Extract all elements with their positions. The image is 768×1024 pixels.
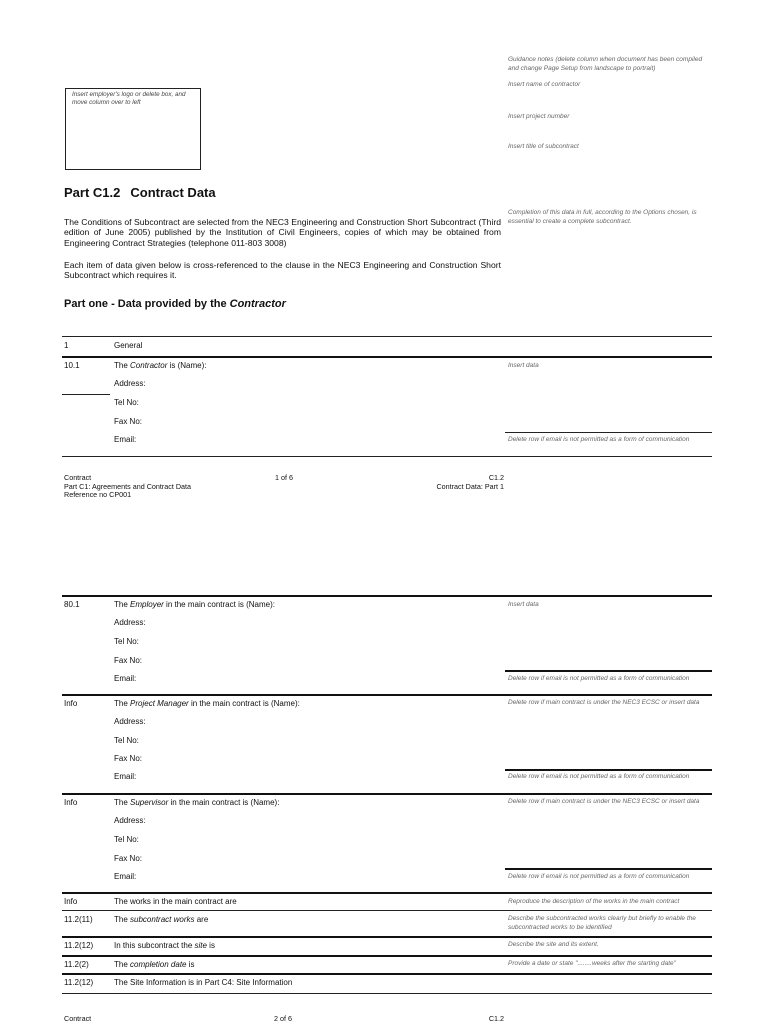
row-rule (62, 973, 712, 975)
label-suffix: in the main contract is (Name): (188, 699, 300, 708)
intro-paragraph-1: The Conditions of Subcontract are selected from the NEC3 Engineering and Construction Short Subcontract (Third edition of June 2005) published by the Institution of Civil Engineers, copies of which may be obtained from Engineering Contract Strategies (telephone 011-803 3008) (64, 217, 501, 248)
label-role: Contractor (130, 361, 168, 370)
row-text-end: is (186, 960, 195, 969)
row-term: subcontract works (130, 915, 195, 924)
pm-name-label (114, 699, 300, 708)
guide-subcontract-title: Insert title of subcontract (508, 143, 579, 150)
label-suffix: in the main contract is (Name): (163, 600, 275, 609)
clause-number: Info (64, 798, 78, 807)
fax-label: Fax No: (114, 656, 143, 665)
table-row-clause: 11.2(12) (64, 941, 94, 950)
fax-label: Fax No: (114, 754, 143, 763)
address-label: Address: (114, 379, 146, 388)
contractor-name-label (114, 361, 207, 370)
guide-insert-data: Insert data (508, 601, 539, 608)
row-term: completion date (130, 960, 187, 969)
label-prefix: The (114, 798, 131, 807)
guide-contractor-name: Insert name of contractor (508, 81, 581, 88)
tel-label: Tel No: (114, 398, 139, 407)
row-text: In this subcontract the (114, 941, 195, 950)
label-prefix: The (114, 361, 131, 370)
part-one-prefix: Part one - Data provided by the (64, 298, 230, 310)
table-row-label (114, 941, 215, 950)
label-suffix: in the main contract is (Name): (168, 798, 280, 807)
table-row-clause: 11.2(12) (64, 978, 94, 987)
row-text: The (114, 960, 131, 969)
address-label: Address: (114, 618, 146, 627)
fax-label: Fax No: (114, 854, 143, 863)
label-suffix: is (Name): (167, 361, 207, 370)
block-end-rule (62, 456, 712, 457)
row-term: site (194, 941, 207, 950)
guidance-notes-instruction: (delete column when document has been compiled and change Page Setup from landscape to portrait) (508, 56, 703, 72)
title-name: Contract Data (130, 185, 216, 200)
email-label: Email: (114, 872, 137, 881)
footer-part: Part C1: Agreements and Contract Data (64, 481, 192, 491)
address-label: Address: (114, 717, 146, 726)
guidance-notes-header (508, 55, 708, 73)
row-text-end: is (206, 941, 215, 950)
guide-email: Delete row if email is not permitted as a form of communication (508, 773, 690, 780)
row-rule (62, 993, 712, 994)
address-label: Address: (114, 816, 146, 825)
table-row-clause: Info (64, 897, 78, 906)
footer-code: C1.2 (488, 473, 504, 482)
guide-email-rule (505, 670, 712, 672)
table-row-label (114, 978, 292, 987)
part-one-role: Contractor (229, 298, 286, 310)
guide-email-rule (505, 432, 712, 433)
table-row-clause: 11.2(11) (64, 915, 93, 924)
employer-name-label (114, 600, 275, 609)
clause-number: 80.1 (64, 600, 80, 609)
footer-code: C1.2 (488, 1014, 504, 1023)
email-label: Email: (114, 435, 137, 444)
block-end-rule (62, 694, 712, 696)
table-row-guide: Provide a date or state "........weeks after the starting date" (508, 960, 676, 967)
section-number: 1 (64, 341, 69, 350)
row-rule (62, 936, 712, 938)
page2-top-rule (62, 595, 712, 597)
label-role: Employer (130, 600, 164, 609)
footer-section: Contract Data: Part 1 (436, 481, 504, 491)
table-row-guide: Describe the subcontracted works clearly but briefly to enable the subcontracted works to be identified (508, 915, 696, 931)
guidance-notes-label: Guidance notes (508, 56, 554, 63)
clause-number: Info (64, 699, 78, 708)
footer-page-number: 1 of 6 (275, 473, 293, 482)
row-text: The Site Information is in Part C4: Site Information (114, 978, 293, 987)
employer-logo-placeholder (65, 88, 201, 170)
section-name: General (114, 341, 143, 350)
table-row-label (114, 960, 195, 969)
footer-page-number: 2 of 6 (274, 1014, 292, 1023)
title-part: Part C1.2 (64, 185, 121, 200)
table-row-guide: Describe the site and its extent. (508, 941, 599, 948)
footer-contract: Contract (64, 473, 92, 482)
row-rule (62, 910, 712, 911)
clause-rule (62, 394, 110, 395)
label-role: Project Manager (130, 699, 189, 708)
logo-placeholder-text: Insert employer's logo or delete box, and move column over to left (72, 91, 186, 106)
footer-contract: Contract (64, 1014, 92, 1023)
email-label: Email: (114, 772, 137, 781)
guide-completion-note: Completion of this data in full, according to the Options chosen, is essential to create a complete subcontract. (508, 209, 697, 225)
fax-label: Fax No: (114, 417, 143, 426)
block-end-rule (62, 793, 712, 795)
guide-email: Delete row if email is not permitted as a form of communication (508, 436, 690, 443)
block-end-rule (62, 892, 712, 894)
label-role: Supervisor (130, 798, 169, 807)
footer-page-1 (64, 474, 504, 504)
guide-insert-data: Delete row if main contract is under the NEC3 ECSC or insert data (508, 798, 700, 805)
tel-label: Tel No: (114, 736, 139, 745)
guide-email: Delete row if email is not permitted as a form of communication (508, 873, 690, 880)
guide-insert-data: Insert data (508, 362, 539, 369)
table-row-guide: Reproduce the description of the works in the main contract (508, 898, 680, 905)
part-one-heading (64, 298, 286, 310)
guide-project-number: Insert project number (508, 113, 570, 120)
guide-email-rule (505, 769, 712, 771)
guide-insert-data: Delete row if main contract is under the NEC3 ECSC or insert data (508, 699, 700, 706)
row-rule (62, 955, 712, 957)
row-text-end: are (194, 915, 209, 924)
guide-email: Delete row if email is not permitted as a form of communication (508, 675, 690, 682)
table-row-clause: 11.2(2) (64, 960, 89, 969)
footer-reference: Reference no CP001 (64, 490, 132, 500)
tel-label: Tel No: (114, 637, 139, 646)
label-prefix: The (114, 600, 131, 609)
tel-label: Tel No: (114, 835, 139, 844)
table-row-label (114, 915, 208, 924)
label-prefix: The (114, 699, 131, 708)
section-rule (62, 356, 712, 358)
footer-page-2 (64, 1015, 504, 1024)
intro-paragraph-2: Each item of data given below is cross-referenced to the clause in the NEC3 Engineering and Construction Short Subcontract which requires it. (64, 260, 501, 281)
email-label: Email: (114, 674, 137, 683)
page-title (64, 185, 216, 200)
clause-number: 10.1 (64, 361, 80, 370)
guide-email-rule (505, 868, 712, 870)
row-text: The works in the main contract are (114, 897, 237, 906)
supervisor-name-label (114, 798, 279, 807)
table-top-rule (62, 336, 712, 337)
table-row-label (114, 897, 237, 906)
row-text: The (114, 915, 131, 924)
